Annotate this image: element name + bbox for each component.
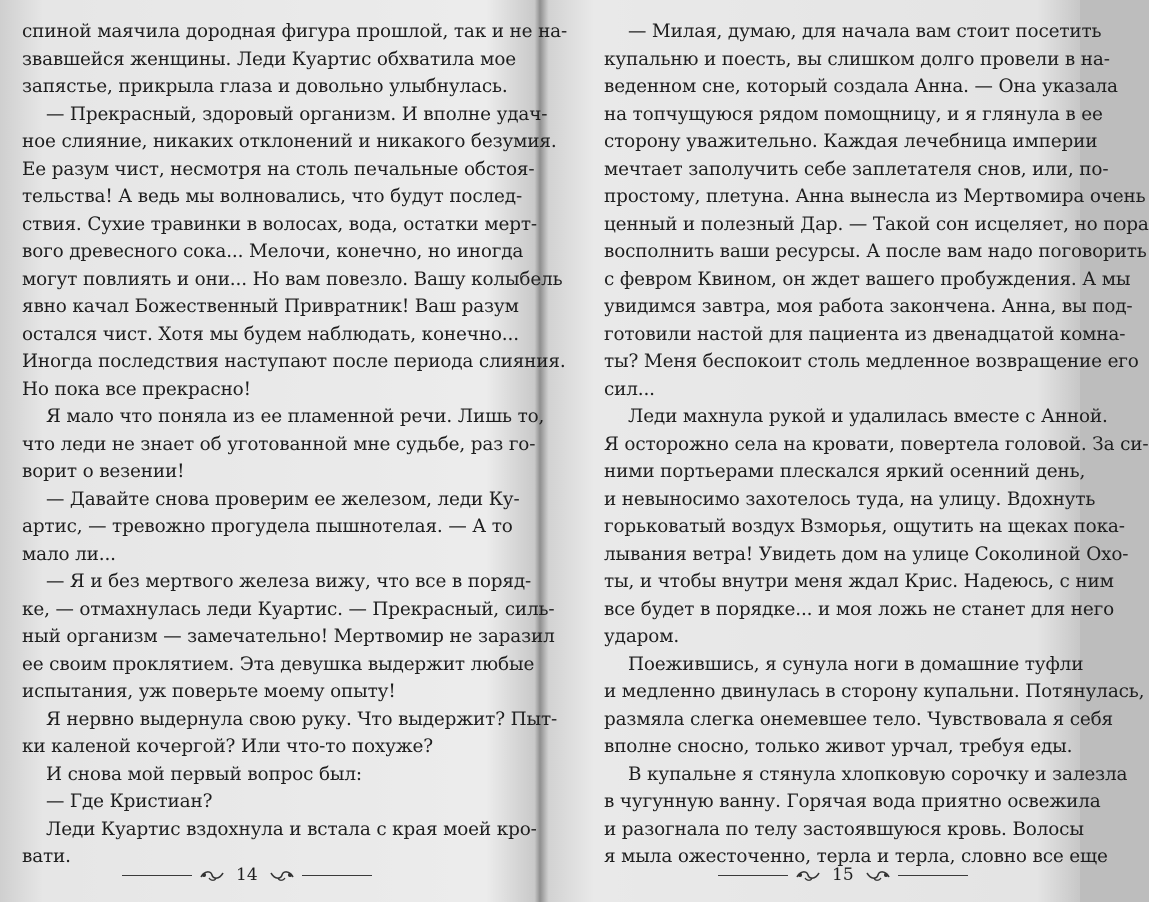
text-line: Я нервно выдернула свою руку. Что выдержит? Пыт- bbox=[46, 708, 558, 730]
text-line: ее своим проклятием. Эта девушка выдержит любые bbox=[22, 653, 535, 675]
text-line: спиной маячила дородная фигура прошлой, так и не на- bbox=[22, 21, 568, 42]
page-number: 15 bbox=[832, 864, 854, 885]
text-line: все будет в порядке... и моя ложь не станет для него bbox=[604, 598, 1115, 620]
text-line: Леди Куартис вздохнула и встала с края моей кро- bbox=[46, 818, 537, 840]
scroll-flourish-icon bbox=[270, 868, 294, 882]
text-line: Я осторожно села на кровати, повертела головой. За си- bbox=[604, 433, 1149, 455]
text-line: — Давайте снова проверим ее железом, леди Ку- bbox=[46, 488, 520, 510]
text-line: в чугунную ванну. Горячая вода приятно освежила bbox=[604, 791, 1101, 812]
text-line: веденном сне, который создала Анна. — Она указала bbox=[604, 76, 1118, 97]
text-line: ударом. bbox=[604, 626, 680, 647]
footer-rule bbox=[898, 875, 968, 876]
text-line: ствия. Сухие травинки в волосах, вода, остатки мерт- bbox=[22, 213, 537, 235]
text-line: размяла слегка онемевшее тело. Чувствовала я себя bbox=[604, 708, 1113, 730]
right-page-footer bbox=[718, 860, 968, 890]
text-line: на топчущуюся рядом помощницу, и я глянула в ее bbox=[604, 103, 1103, 125]
text-line: и медленно двинулась в сторону купальни. Потянулась, bbox=[604, 681, 1145, 702]
text-line: остался чист. Хотя мы будем наблюдать, конечно... bbox=[22, 323, 519, 345]
footer-rule bbox=[122, 875, 192, 876]
text-line: ворит о везении! bbox=[22, 461, 185, 482]
text-line: — Милая, думаю, для начала вам стоит посетить bbox=[628, 21, 1102, 42]
text-line: И снова мой первый вопрос был: bbox=[46, 763, 362, 785]
text-line: увидимся завтра, моя работа закончена. Анна, вы под- bbox=[604, 296, 1133, 317]
text-line: ты? Меня беспокоит столь медленное возвращение его bbox=[604, 351, 1139, 372]
text-line: что леди не знает об уготованной мне судьбе, раз го- bbox=[22, 433, 536, 455]
text-line: и невыносимо захотелось туда, на улицу. Вдохнуть bbox=[604, 488, 1096, 510]
left-page bbox=[0, 0, 568, 902]
text-line: Ее разум чист, несмотря на столь печальные обстоя- bbox=[22, 158, 535, 180]
text-line: звавшейся женщины. Леди Куартис обхватила мое bbox=[22, 48, 516, 70]
left-page-text bbox=[22, 18, 568, 871]
text-line: ценный и полезный Дар. — Такой сон исцеляет, но пора bbox=[604, 213, 1149, 235]
text-line: запястье, прикрыла глаза и довольно улыбнулась. bbox=[22, 76, 508, 97]
text-line: сил... bbox=[604, 378, 655, 400]
text-line: — Я и без мертвого железа вижу, что все в поряд- bbox=[46, 571, 532, 592]
text-line: мечтает заполучить себе заплетателя снов, или, по- bbox=[604, 158, 1109, 180]
text-line: тельства! А ведь мы волновались, что будут послед- bbox=[22, 186, 523, 207]
text-line: ты, и чтобы внутри меня ждал Крис. Надеюсь, с ним bbox=[604, 571, 1114, 592]
text-line: могут повлиять и они... Но вам повезло. Вашу колыбель bbox=[22, 268, 563, 290]
scroll-flourish-icon bbox=[200, 868, 224, 882]
scroll-flourish-icon bbox=[866, 868, 890, 882]
text-line: Но пока все прекрасно! bbox=[22, 378, 251, 400]
text-line: мало ли... bbox=[22, 543, 116, 565]
text-line: ное слияние, никаких отклонений и никакого безумия. bbox=[22, 131, 557, 152]
footer-rule bbox=[302, 875, 372, 876]
text-line: Поежившись, я сунула ноги в домашние туфли bbox=[628, 653, 1084, 675]
text-line: и разогнала по телу застоявшуюся кровь. Волосы bbox=[604, 818, 1084, 840]
text-line: Иногда последствия наступают после периода слияния. bbox=[22, 351, 566, 372]
text-line: я мыла ожесточенно, терла и терла, словно все еще bbox=[604, 846, 1108, 867]
text-line: восполнить ваши ресурсы. А после вам надо поговорить bbox=[604, 241, 1147, 262]
right-page-text bbox=[604, 18, 1149, 871]
text-line: вполне сносно, только живот урчал, требуя еды. bbox=[604, 736, 1073, 757]
text-line: артис, — тревожно прогудела пышнотелая. — А то bbox=[22, 516, 513, 537]
text-line: вого древесного сока... Мелочи, конечно, но иногда bbox=[22, 241, 524, 262]
footer-rule bbox=[718, 875, 788, 876]
text-line: явно качал Божественный Привратник! Ваш разум bbox=[22, 296, 519, 317]
text-line: лывания ветра! Увидеть дом на улице Соколиной Охо- bbox=[604, 543, 1129, 565]
text-line: сторону уважительно. Каждая лечебница империи bbox=[604, 131, 1098, 152]
text-line: ки каленой кочергой? Или что-то похуже? bbox=[22, 736, 433, 757]
text-line: ный организм — замечательно! Мертвомир не заразил bbox=[22, 626, 555, 647]
text-line: Леди махнула рукой и удалилась вместе с Анной. bbox=[628, 406, 1108, 427]
text-line: купальню и поесть, вы слишком долго провели в на- bbox=[604, 48, 1110, 70]
text-line: испытания, уж поверьте моему опыту! bbox=[22, 681, 396, 702]
text-line: — Где Кристиан? bbox=[46, 791, 213, 812]
right-page bbox=[538, 0, 1149, 902]
text-line: вати. bbox=[22, 846, 71, 867]
text-line: с февром Квином, он ждет вашего пробуждения. А мы bbox=[604, 268, 1131, 290]
text-line: горьковатый воздух Взморья, ощутить на щеках пока- bbox=[604, 516, 1125, 537]
text-line: готовили настой для пациента из двенадцатой комна- bbox=[604, 323, 1126, 345]
left-page-footer bbox=[122, 860, 372, 890]
page-number: 14 bbox=[236, 864, 258, 885]
text-line: В купальне я стянула хлопковую сорочку и залезла bbox=[628, 763, 1128, 785]
scroll-flourish-icon bbox=[796, 868, 820, 882]
text-line: ке, — отмахнулась леди Куартис. — Прекрасный, силь- bbox=[22, 598, 555, 620]
text-line: — Прекрасный, здоровый организм. И вполне удач- bbox=[46, 103, 548, 125]
text-line: Я мало что поняла из ее пламенной речи. Лишь то, bbox=[46, 406, 545, 427]
text-line: ними портьерами плескался яркий осенний день, bbox=[604, 461, 1086, 482]
text-line: простому, плетуна. Анна вынесла из Мертвомира очень bbox=[604, 186, 1146, 207]
